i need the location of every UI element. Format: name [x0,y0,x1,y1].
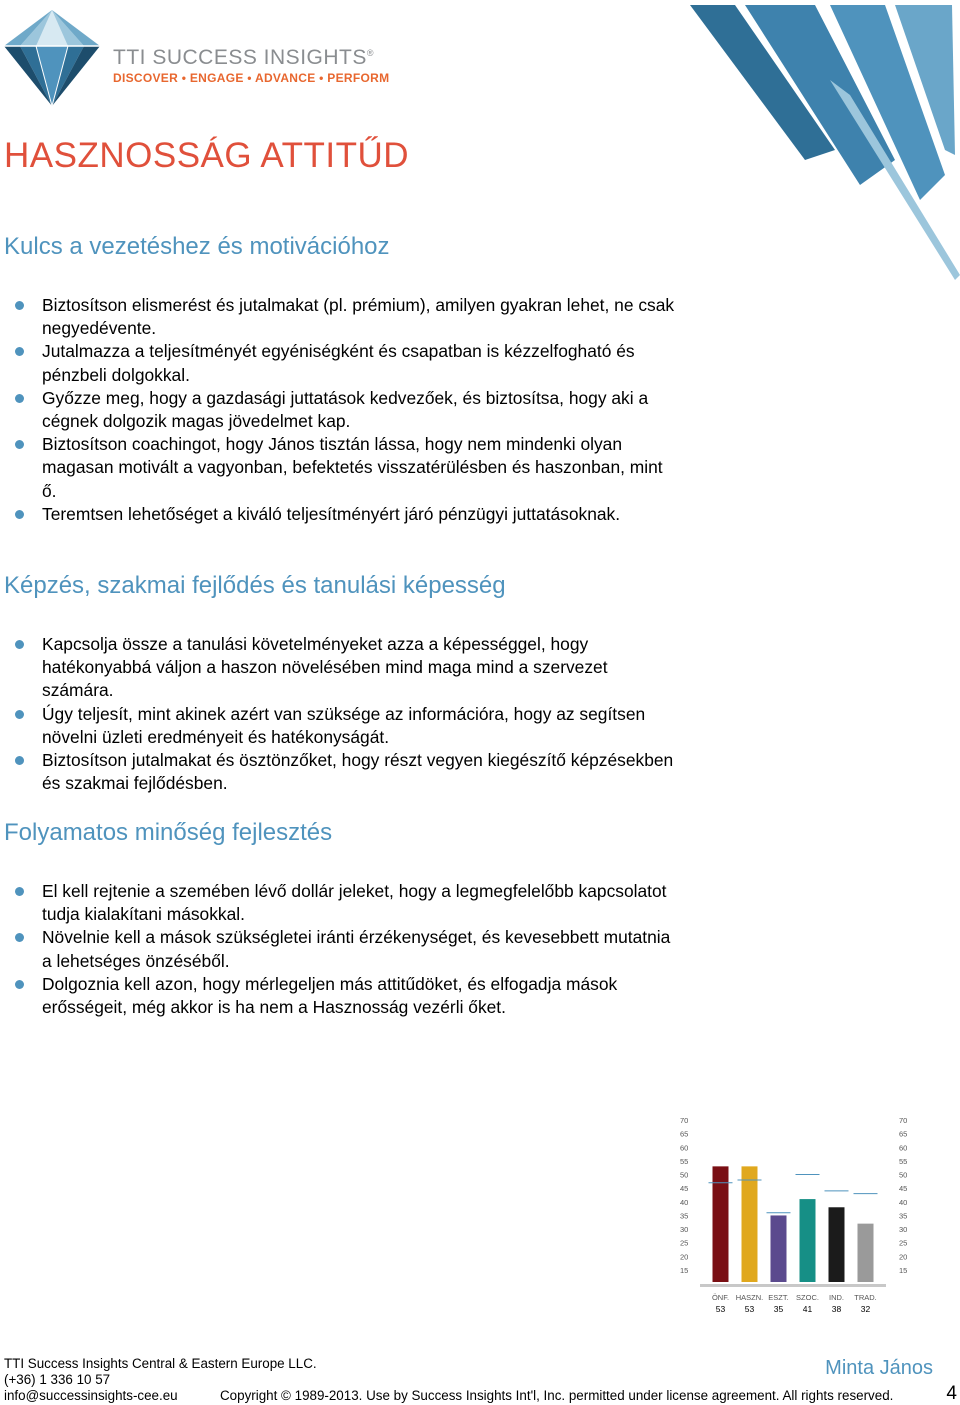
diagonal-stripes-decoration [690,0,960,280]
category-label: ÖNF. [711,1293,730,1302]
y-tick-label-right: 60 [899,1143,908,1153]
bullet-dot-icon [15,440,24,449]
y-tick-label-left: 30 [680,1225,689,1235]
footer-copyright: Copyright © 1989-2013. Use by Success Insights Int'l, Inc. permitted under license agreement. All rights reserved. [220,1388,894,1403]
list-item: Teremtsen lehetőséget a kiváló teljesítményért járó pénzügyi juttatásoknak. [0,503,680,526]
y-tick-label-left: 45 [680,1184,689,1194]
y-tick-label-left: 65 [680,1129,689,1139]
y-tick-label-left: 55 [680,1156,689,1166]
value-label: 32 [860,1304,871,1314]
value-label: 53 [715,1304,726,1314]
y-tick-label-right: 40 [899,1197,908,1207]
y-tick-label-left: 40 [680,1197,689,1207]
category-label: SZOC. [796,1293,819,1302]
chart-baseline [700,1284,886,1287]
bullet-dot-icon [15,301,24,310]
y-tick-label-right: 70 [899,1116,908,1125]
list-item: Győzze meg, hogy a gazdasági juttatások kedvezőek, és biztosítsa, hogy aki a cégnek dolgozik magas jövedelmet kap. [0,387,680,433]
y-tick-label-left: 15 [680,1266,689,1275]
bullet-dot-icon [15,394,24,403]
section-heading-quality: Folyamatos minőség fejlesztés [4,819,333,846]
bullet-dot-icon [15,933,24,942]
y-tick-label-right: 65 [899,1129,908,1139]
bullet-dot-icon [15,347,24,356]
y-tick-label-left: 70 [680,1116,689,1125]
y-tick-label-right: 15 [899,1266,908,1275]
diamond-logo-icon [2,8,102,108]
attitude-bar-chart [670,1110,915,1320]
bar [771,1215,787,1282]
value-label: 35 [773,1304,784,1314]
bullet-list-quality [0,880,680,1019]
y-tick-label-right: 50 [899,1170,908,1180]
page-number: 4 [946,1383,957,1404]
y-tick-label-left: 35 [680,1211,689,1221]
y-tick-label-right: 20 [899,1252,908,1262]
section-heading-motivation: Kulcs a vezetéshez és motivációhoz [4,233,390,260]
list-item: Úgy teljesít, mint akinek azért van szüksége az információra, hogy az segítsen növelni üzleti eredményeit és hatékonyságát. [0,703,680,749]
category-label: TRAD. [854,1293,877,1302]
list-item: El kell rejtenie a szemében lévő dollár jeleket, hogy a legmegfelelőbb kapcsolatot tudja kialakítani másokkal. [0,880,680,926]
bar [858,1224,874,1282]
bar [829,1207,845,1282]
y-tick-label-right: 30 [899,1225,908,1235]
y-tick-label-right: 45 [899,1184,908,1194]
brand-name: TTI SUCCESS INSIGHTS® [113,46,374,69]
bullet-dot-icon [15,980,24,989]
list-item: Dolgoznia kell azon, hogy mérlegeljen más attitűdöket, és elfogadja mások erősségeit, még akkor is ha nem a Hasznosság vezérli őket. [0,973,680,1019]
list-item: Jutalmazza a teljesítményét egyéniségként és csapatban is kézzelfogható és pénzbeli dolgokkal. [0,340,680,386]
person-name: Minta János [825,1357,933,1379]
bullet-list-motivation [0,294,680,526]
list-item: Kapcsolja össze a tanulási követelményeket azza a képességgel, hogy hatékonyabbá váljon a haszon növelésében mind maga mind a szervezet számára. [0,633,680,703]
bar [800,1199,816,1282]
bullet-dot-icon [15,887,24,896]
y-tick-label-left: 60 [680,1143,689,1153]
category-label: ESZT. [768,1293,789,1302]
value-label: 38 [831,1304,842,1314]
list-item: Biztosítson elismerést és jutalmakat (pl. prémium), amilyen gyakran lehet, ne csak negyedévente. [0,294,680,340]
page-title: HASZNOSSÁG ATTITŰD [4,136,410,175]
brand-tagline: DISCOVER • ENGAGE • ADVANCE • PERFORM [113,71,390,85]
section-heading-training: Képzés, szakmai fejlődés és tanulási képesség [4,572,506,599]
bullet-dot-icon [15,756,24,765]
bar [742,1166,758,1282]
footer-company: TTI Success Insights Central & Eastern Europe LLC. [4,1356,317,1371]
y-tick-label-right: 35 [899,1211,908,1221]
bullet-list-training [0,633,680,795]
footer-email[interactable]: info@successinsights-cee.eu [4,1388,178,1403]
list-item: Biztosítson coachingot, hogy János tisztán lássa, hogy nem mindenki olyan magasan motivált a vagyonban, befektetés visszatérülésben és haszonban, mint ő. [0,433,680,503]
list-item: Biztosítson jutalmakat és ösztönzőket, hogy részt vegyen kiegészítő képzésekben és szakmai fejlődésben. [0,749,680,795]
y-tick-label-left: 20 [680,1252,689,1262]
bullet-dot-icon [15,640,24,649]
value-label: 41 [802,1304,813,1314]
value-label: 53 [744,1304,755,1314]
y-tick-label-left: 50 [680,1170,689,1180]
bullet-dot-icon [15,510,24,519]
category-label: IND. [829,1293,844,1302]
list-item: Növelnie kell a mások szükségletei iránti érzékenységet, és kevesebbett mutatnia a lehetséges önzéséből. [0,926,680,972]
bar [713,1166,729,1282]
y-tick-label-left: 25 [680,1238,689,1248]
bullet-dot-icon [15,710,24,719]
y-tick-label-right: 25 [899,1238,908,1248]
footer-phone: (+36) 1 336 10 57 [4,1372,111,1387]
y-tick-label-right: 55 [899,1156,908,1166]
category-label: HASZN. [735,1293,764,1302]
